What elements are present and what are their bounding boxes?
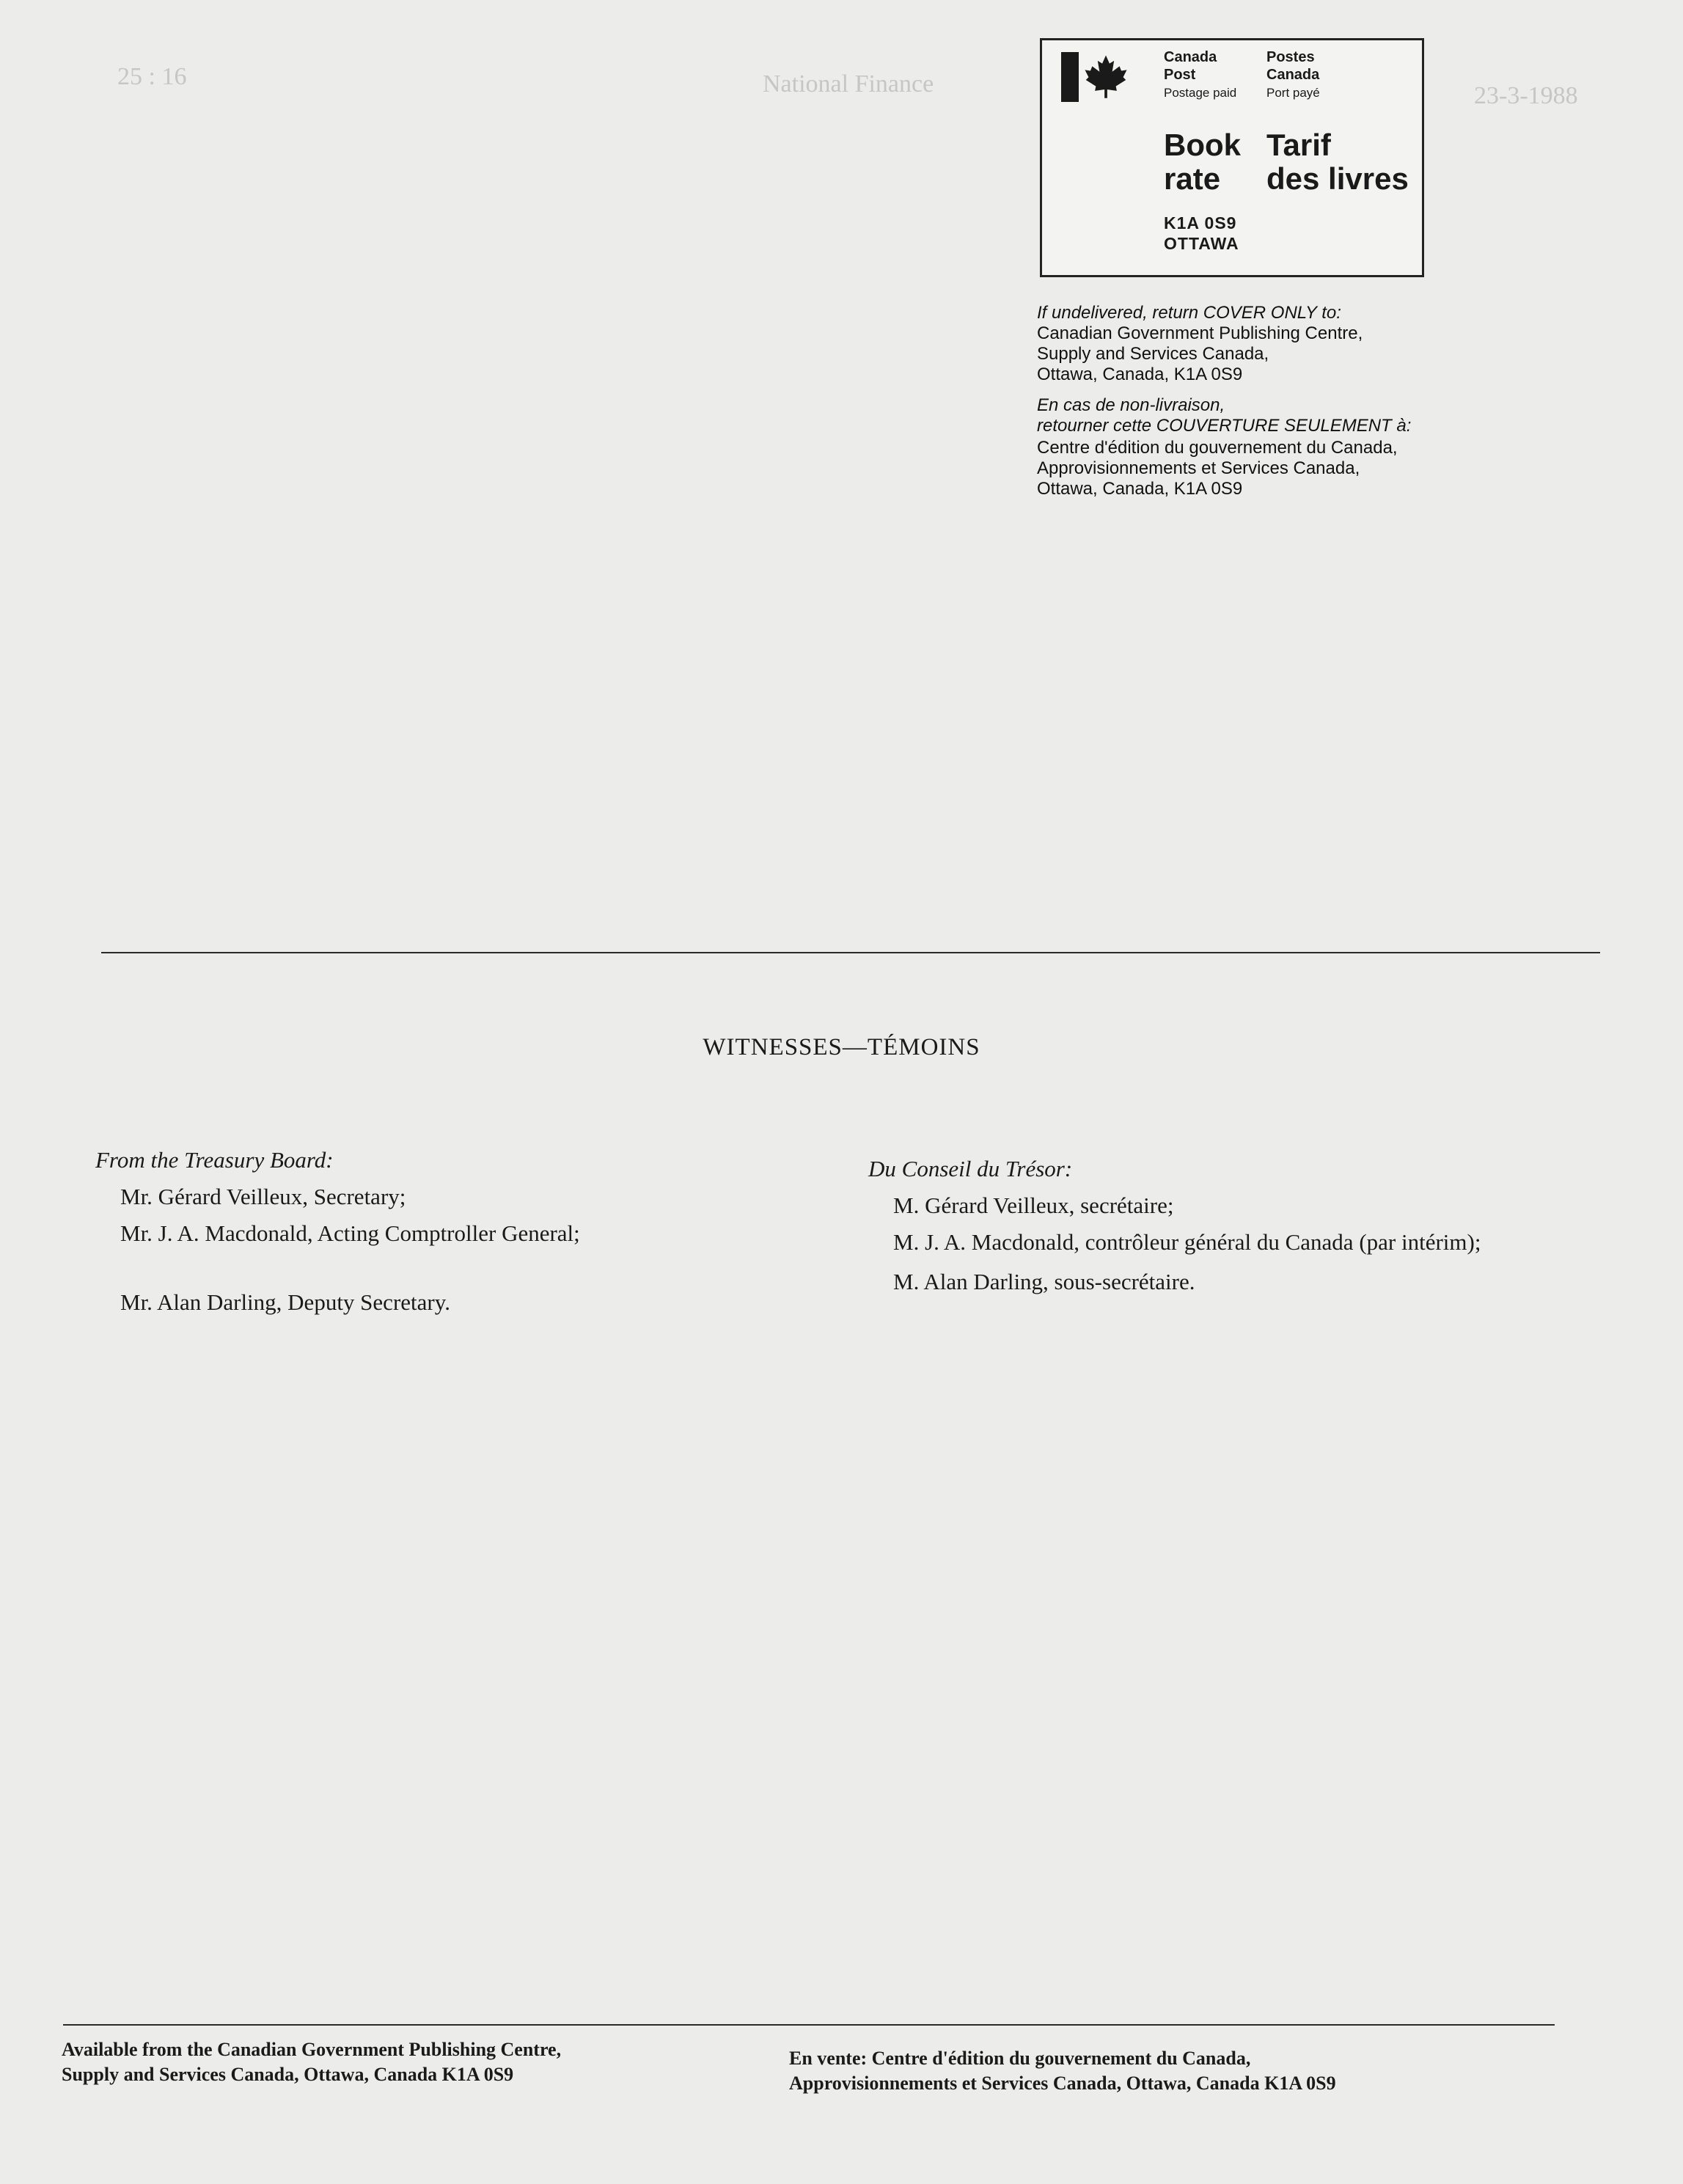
- footer-fr-line1: En vente: Centre d'édition du gouvernement du Canada,: [789, 2048, 1251, 2069]
- footer-en-line2: Supply and Services Canada, Ottawa, Canada K1A 0S9: [62, 2064, 514, 2085]
- return-fr-line5: Ottawa, Canada, K1A 0S9: [1037, 479, 1243, 499]
- postage-indicia: [1040, 38, 1424, 277]
- footer-fr: [789, 2046, 1336, 2096]
- postage-paid-fr: Port payé: [1266, 86, 1320, 100]
- witness-en-item: Mr. Gérard Veilleux, Secretary;: [120, 1184, 406, 1209]
- return-fr-line1: En cas de non-livraison,: [1037, 395, 1225, 415]
- ghost-date: 23-3-1988: [1474, 82, 1578, 109]
- witness-fr-item: M. J. A. Macdonald, contrôleur général du Canada (par intérim);: [893, 1229, 1481, 1255]
- witnesses-fr-column: [868, 1154, 1602, 1297]
- return-fr-line3: Centre d'édition du gouvernement du Canada,: [1037, 438, 1398, 458]
- witnesses-en-column: [95, 1146, 829, 1317]
- return-en-line3: Supply and Services Canada,: [1037, 344, 1269, 364]
- witness-en-item: Mr. Alan Darling, Deputy Secretary.: [120, 1289, 450, 1315]
- book-label: Book: [1164, 128, 1241, 162]
- postage-post-fr: Canada: [1266, 67, 1320, 83]
- return-en-line1: If undelivered, return COVER ONLY to:: [1037, 303, 1341, 323]
- return-en-line4: Ottawa, Canada, K1A 0S9: [1037, 364, 1243, 384]
- witness-en-item: Mr. J. A. Macdonald, Acting Comptroller General;: [120, 1220, 580, 1246]
- witnesses-title: WITNESSES—TÉMOINS: [703, 1034, 980, 1060]
- witness-fr-item: M. Gérard Veilleux, secrétaire;: [893, 1192, 1174, 1218]
- maple-leaf-icon: [1083, 54, 1129, 99]
- footer-fr-line2: Approvisionnements et Services Canada, Ottawa, Canada K1A 0S9: [789, 2073, 1336, 2094]
- witness-fr-item: M. Alan Darling, sous-secrétaire.: [893, 1269, 1195, 1294]
- witnesses-fr-heading: Du Conseil du Trésor:: [868, 1156, 1073, 1181]
- witnesses-en-heading: From the Treasury Board:: [95, 1147, 334, 1173]
- postage-paid-en: Postage paid: [1164, 86, 1237, 100]
- tarif-label: Tarif: [1266, 128, 1331, 162]
- return-fr-line4: Approvisionnements et Services Canada,: [1037, 458, 1360, 478]
- footer-en-line1: Available from the Canadian Government Publishing Centre,: [62, 2039, 562, 2060]
- postage-post-en: Post: [1164, 67, 1196, 83]
- postal-code: K1A 0S9: [1164, 213, 1237, 232]
- ghost-section-title: National Finance: [763, 70, 934, 98]
- section-divider: [101, 952, 1600, 953]
- ghost-page-ref: 25 : 16: [117, 63, 187, 90]
- return-en-line2: Canadian Government Publishing Centre,: [1037, 323, 1363, 343]
- footer-divider: [63, 2024, 1555, 2026]
- flag-bar: [1061, 52, 1079, 102]
- des-livres-label: des livres: [1266, 161, 1409, 196]
- rate-label: rate: [1164, 161, 1221, 196]
- postage-city: OTTAWA: [1164, 234, 1239, 253]
- postage-canada-fr: Postes: [1266, 49, 1315, 65]
- return-fr-line2: retourner cette COUVERTURE SEULEMENT à:: [1037, 416, 1412, 436]
- postage-canada-en: Canada: [1164, 49, 1217, 65]
- footer-en: [62, 2037, 561, 2087]
